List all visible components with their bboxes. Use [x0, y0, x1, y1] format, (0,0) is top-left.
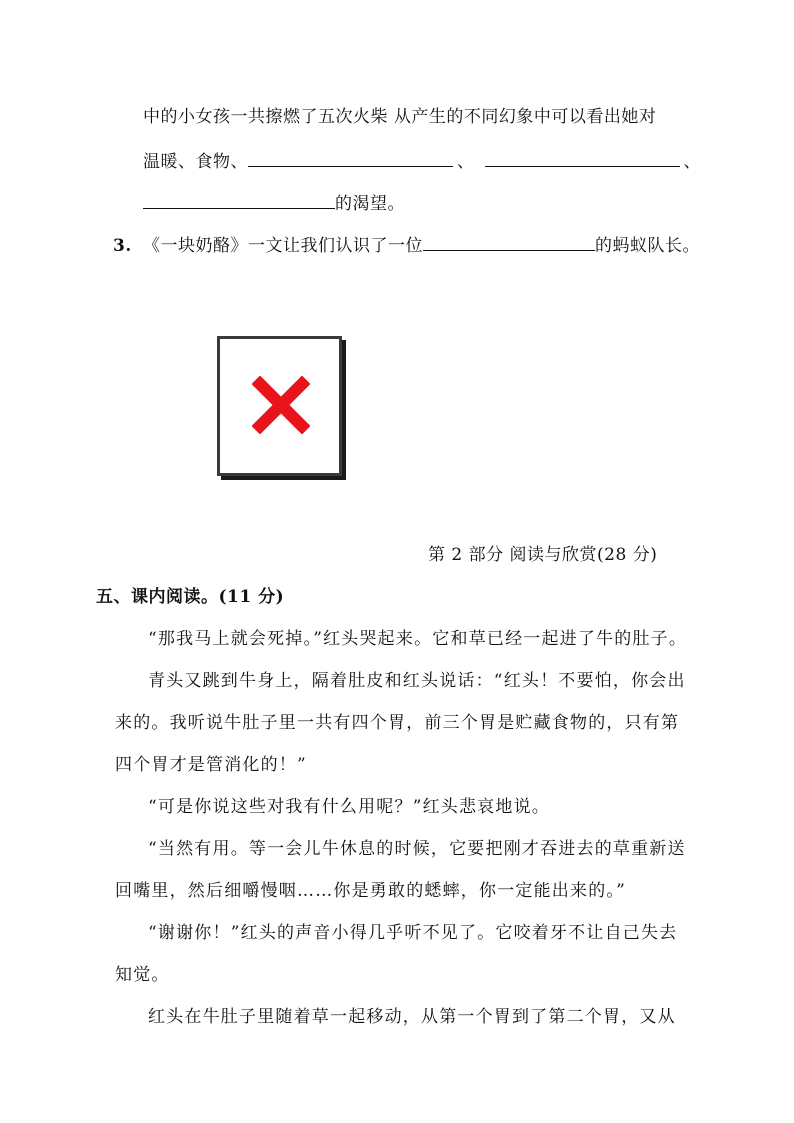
- q3-text: 的蚂蚁队长。: [595, 236, 700, 256]
- close-icon: [252, 376, 310, 434]
- q3-text: 《一块奶酪》一文让我们认识了一位: [143, 236, 423, 256]
- q2-line-2: [143, 148, 701, 174]
- passage-line: “当然有用。等一会儿牛休息的时候，它要把刚才吞进去的草重新送: [148, 839, 686, 859]
- passage-line: 回嘴里，然后细嚼慢咽……你是勇敢的蟋蟀，你一定能出来的。”: [115, 881, 626, 901]
- passage-line: “谢谢你！”红头的声音小得几乎听不见了。它咬着牙不让自己失去: [148, 923, 678, 943]
- separator: 、: [683, 152, 701, 172]
- answer-blank[interactable]: [485, 148, 680, 167]
- section5-heading: 五、课内阅读。(11 分): [96, 587, 285, 607]
- q2-text: 的渴望。: [335, 194, 405, 214]
- passage-line: 红头在牛肚子里随着草一起移动，从第一个胃到了第二个胃，又从: [148, 1007, 676, 1027]
- q2-line-1: [143, 105, 656, 129]
- question-number: 3.: [113, 236, 132, 256]
- passage-line: “可是你说这些对我有什么用呢？”红头悲哀地说。: [148, 797, 550, 817]
- passage-line: 青头又跳到牛身上，隔着肚皮和红头说话：“红头！不要怕，你会出: [148, 671, 686, 691]
- answer-blank[interactable]: [143, 190, 335, 209]
- separator: 、: [457, 152, 475, 172]
- q2-text: 中的小女孩一共擦燃了五次火柴 从产生的不同幻象中可以看出她对: [143, 107, 657, 127]
- q2-text: 温暖、食物、: [143, 152, 248, 172]
- answer-blank[interactable]: [423, 232, 595, 251]
- q3-line: [113, 232, 700, 258]
- passage-line: 四个胃才是管消化的！”: [115, 755, 307, 775]
- passage-line: 知觉。: [115, 965, 170, 985]
- part2-title: 第 2 部分 阅读与欣赏(28 分): [428, 545, 658, 565]
- passage-line: “那我马上就会死掉。”红头哭起来。它和草已经一起进了牛的肚子。: [148, 629, 688, 649]
- answer-blank[interactable]: [248, 148, 453, 167]
- broken-image-icon: [217, 336, 342, 476]
- q2-line-3: [143, 190, 405, 216]
- passage-line: 来的。我听说牛肚子里一共有四个胃，前三个胃是贮藏食物的，只有第: [115, 713, 680, 733]
